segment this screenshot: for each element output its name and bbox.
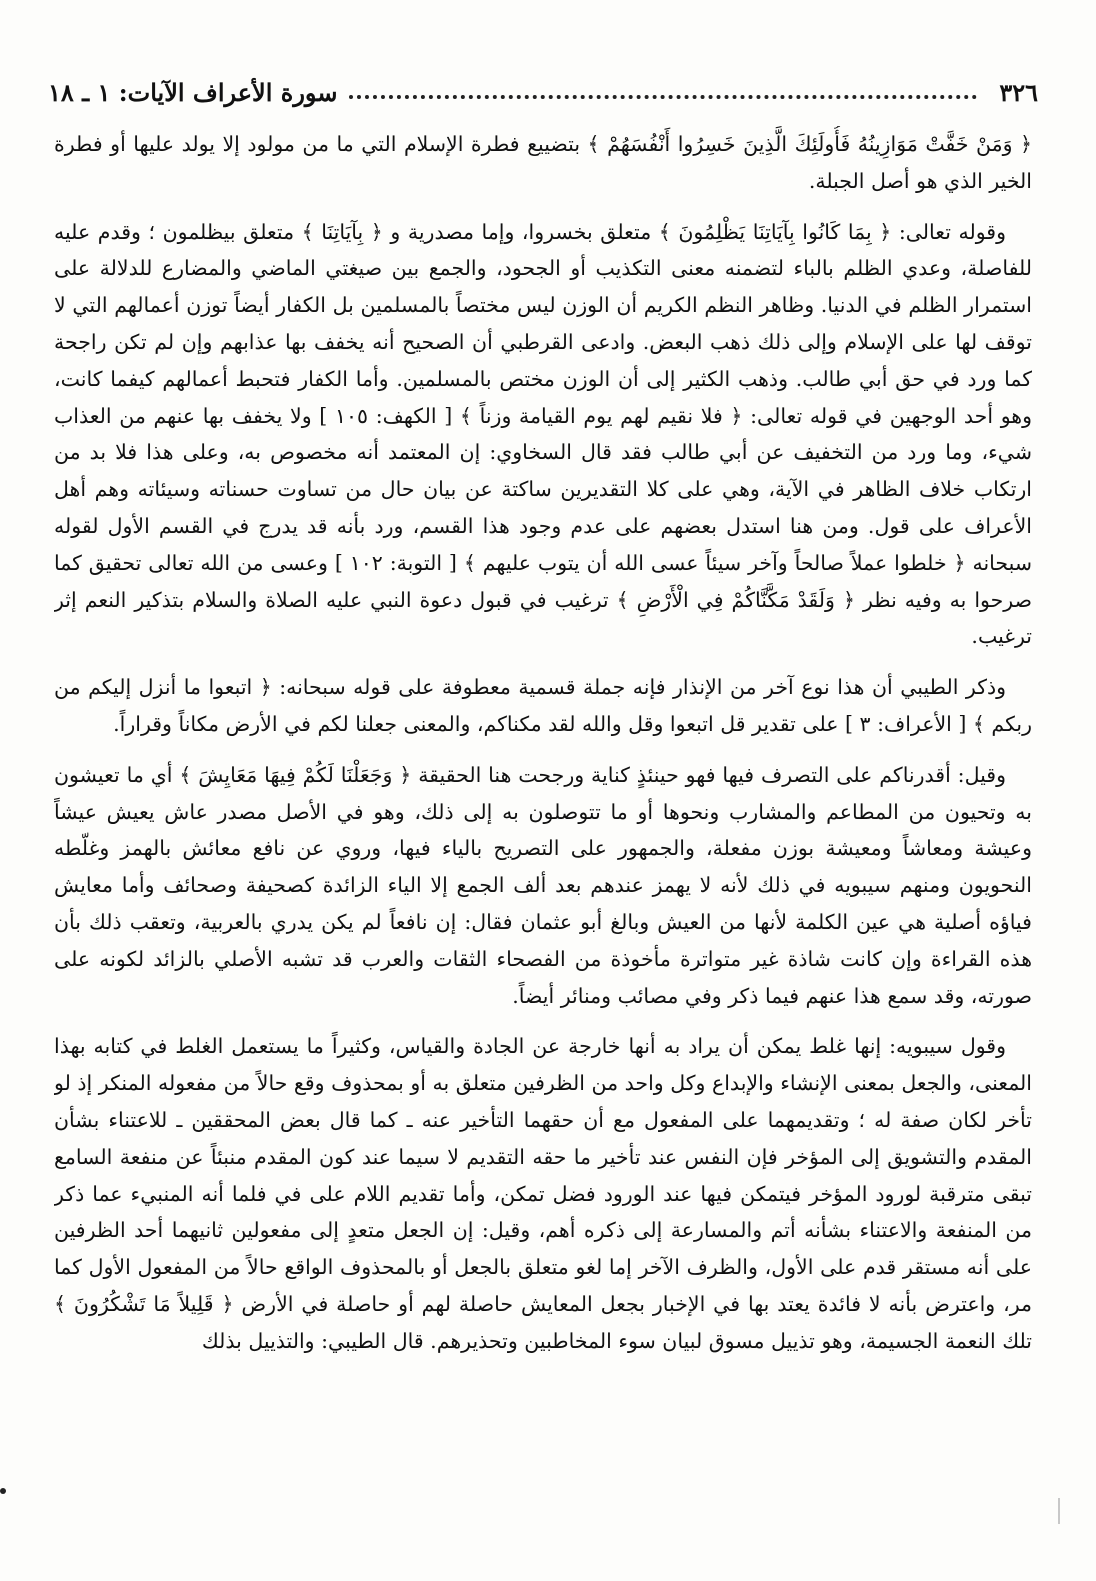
surah-title: سورة الأعراف الآيات: ١ ـ ١٨: [48, 77, 338, 107]
paragraph: وقول سيبويه: إنها غلط يمكن أن يراد به أنها خارجة عن الجادة والقياس، وكثيراً ما يستعمل الغلط في كتابه بهذا المعنى، والجعل بمعنى الإنشاء والإبداع وكل واحد من الظرفين متعلق به أو بمحذوف وقع حالاً من مفعوله المنكر إذ لو تأخر لكان صفة له ؛ وتقديمهما على المفعول مع أن حقهما التأخير عنه ـ كما قال بعض المحققين ـ للاعتناء بشأن المقدم والتشويق إلى المؤخر فإن النفس عند تأخير ما حقه التقديم لا سيما عند كون المقدم منبئاً عن منفعة السامع تبقى مترقبة لورود المؤخر فيتمكن فيها عند الورود فضل تمكن، وأما تقديم اللام على في فلما أنه المنبيء عما ذكر من المنفعة والاعتناء بشأنه أتم والمسارعة إلى ذكره أهم، وقيل: إن الجعل متعدٍ إلى مفعولين ثانيهما أحد الظرفين على أنه مستقر قدم على الأول، والظرف الآخر إما لغو متعلق بالجعل أو بالمحذوف الواقع حالاً من المفعول الأول كما مر، واعترض بأنه لا فائدة يعتد بها في الإخبار بجعل المعايش حاصلة لهم أو حاصلة في الأرض ﴿ قَلِيلاً مَا تَشْكُرُونَ ﴾ تلك النعمة الجسيمة، وهو تذييل مسوق لبيان سوء المخاطبين وتحذيرهم. قال الطيبي: والتذييل بذلك: [54, 1034, 1032, 1353]
paragraph: وقيل: أقدرناكم على التصرف فيها فهو حينئذٍ كناية ورجحت هنا الحقيقة ﴿ وَجَعَلْنَا لَكُمْ فِيهَا مَعَايِشَ ﴾ أي ما تعيشون به وتحيون من المطاعم والمشارب ونحوها أو ما تتوصلون به إلى ذلك، وهو في الأصل مصدر عاش يعيش عيشاً وعيشة ومعاشاً ومعيشة بوزن مفعلة، والجمهور على التصريح بالياء فيها، وروي عن نافع معائش بالهمز وغلّطه النحويون ومنهم سيبويه في ذلك لأنه لا يهمز عندهم بعد ألف الجمع إلا الياء الزائدة كصحيفة وصحائف وأما معايش فياؤه أصلية هي عين الكلمة لأنها من العيش وبالغ أبو عثمان فقال: إن نافعاً لم يكن يدري بالعربية، وتعقب ذلك بأن هذه القراءة وإن كانت شاذة غير متواترة مأخوذة من الفصحاء الثقات والعرب قد تشبه الأصلي بالزائد لكونه على صورته، وقد سمع هذا عنهم فيما ذكر وفي مصائب ومنائر أيضاً.: [54, 762, 1032, 1008]
running-header: [48, 72, 1038, 112]
page-body: [54, 126, 1032, 1556]
paragraph: وذكر الطيبي أن هذا نوع آخر من الإنذار فإنه جملة قسمية معطوفة على قوله سبحانه: ﴿ اتبعوا ما أنزل إليكم من ربكم ﴾ [ الأعراف: ٣ ] على تقدير قل اتبعوا وقل والله لقد مكناكم، والمعنى جعلنا لكم في الأرض مكاناً وقراراً.: [54, 675, 1032, 736]
scan-margin-mark: [0, 1488, 6, 1494]
header-dotted-leader: [349, 95, 977, 99]
paragraph: ﴿ وَمَنْ خَفَّتْ مَوَازِينُهُ فَأُولَئِكَ الَّذِينَ خَسِرُوا أَنْفُسَهُمْ ﴾ بتضييع فطرة الإسلام التي ما من مولود إلا يولد عليها أو فطرة الخير الذي هو أصل الجبلة.: [54, 132, 1032, 193]
page-number: ٣٢٦: [999, 77, 1038, 107]
scan-edge-mark: [1058, 1498, 1060, 1524]
paragraph: وقوله تعالى: ﴿ بِمَا كَانُوا بِآيَاتِنَا يَظْلِمُونَ ﴾ متعلق بخسروا، وإما مصدرية و ﴿ بِآيَاتِنَا ﴾ متعلق بيظلمون ؛ وقدم عليه للفاصلة، وعدي الظلم بالباء لتضمنه معنى التكذيب أو الجحود، والجمع بين صيغتي الماضي والمضارع للدلالة على استمرار الظلم في الدنيا. وظاهر النظم الكريم أن الوزن ليس مختصاً بالمسلمين بل الكفار أيضاً توزن أعمالهم التي لا توقف لها على الإسلام وإلى ذلك ذهب البعض. وادعى القرطبي أن الصحيح أنه يخفف بها عذابهم وإن لم تكن راجحة كما ورد في حق أبي طالب. وذهب الكثير إلى أن الوزن مختص بالمسلمين. وأما الكفار فتحبط أعمالهم كيفما كانت، وهو أحد الوجهين في قوله تعالى: ﴿ فلا نقيم لهم يوم القيامة وزناً ﴾ [ الكهف: ١٠٥ ] ولا يخفف بها عنهم من العذاب شيء، وما ورد من التخفيف عن أبي طالب فقد قال السخاوي: إن المعتمد أنه مخصوص به، وعلى هذا فلا بد من ارتكاب خلاف الظاهر في الآية، وهي على كلا التقديرين ساكتة عن بيان حال من تساوت حسناته وسيئاته وهم أهل الأعراف على قول. ومن هنا استدل بعضهم على عدم وجود هذا القسم، ورد بأنه قد يدرج في القسم الأول لقوله سبحانه ﴿ خلطوا عملاً صالحاً وآخر سيئاً عسى الله أن يتوب عليهم ﴾ [ التوبة: ١٠٢ ] وعسى من الله تعالى تحقيق كما صرحوا به وفيه نظر ﴿ وَلَقَدْ مَكَّنَّاكُمْ فِي الْأَرْضِ ﴾ ترغيب في قبول دعوة النبي عليه الصلاة والسلام بتذكير النعم إثر ترغيب.: [54, 219, 1032, 649]
